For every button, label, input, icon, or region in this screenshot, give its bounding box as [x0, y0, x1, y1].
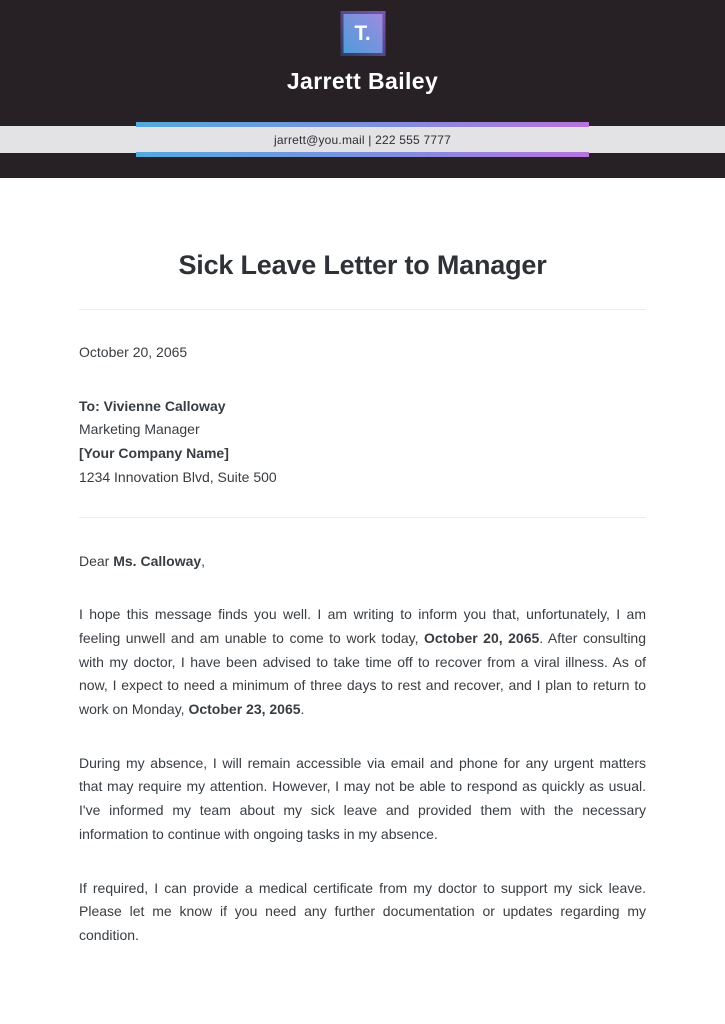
brand-logo-inner: [343, 14, 382, 53]
contact-bar: [0, 126, 725, 153]
divider-top: [79, 309, 646, 310]
recipient-role: Marketing Manager: [79, 421, 200, 438]
letter-body: [0, 248, 725, 948]
letter-date: October 20, 2065: [79, 344, 188, 360]
contact-info: jarrett@you.mail | 222 555 7777: [274, 132, 451, 147]
sender-name: Jarrett Bailey: [286, 68, 439, 94]
logo-monogram: T.: [354, 21, 371, 45]
recipient-company: [Your Company Name]: [79, 445, 229, 462]
divider-bottom: [79, 517, 646, 518]
salutation: Dear Ms. Calloway,: [79, 552, 206, 569]
brand-logo: [340, 11, 385, 56]
paragraph-3: If required, I can provide a medical certificate from my doctor to support my sick leave. Please let me know if you need any further documentation or updates regarding my condition.: [79, 879, 646, 943]
letter-title: Sick Leave Letter to Manager: [178, 250, 547, 280]
recipient-address: 1234 Innovation Blvd, Suite 500: [79, 468, 277, 485]
paragraph-1: I hope this message finds you well. I am writing to inform you that, unfortunately, I am feeling unwell and am unable to come to work today, October 20, 2065. After consulting with my doctor, I have been advised to take time off to recover from a viral illness. As of now, I expect to need a minimum of three days to rest and recover, and I plan to return to work on Monday, October 23, 2065.: [79, 606, 646, 718]
recipient-name: To: Vivienne Calloway: [79, 397, 226, 414]
accent-line-top: [136, 122, 589, 127]
letterhead: [0, 0, 725, 178]
recipient-block: [79, 395, 646, 490]
accent-line-bottom: [136, 152, 589, 157]
paragraph-2: During my absence, I will remain accessible via email and phone for any urgent matters that may require my attention. However, I may not be able to respond as quickly as usual. I've informed my team about my sick leave and provided them with the necessary information to continue with ongoing tasks in my absence.: [79, 754, 646, 842]
